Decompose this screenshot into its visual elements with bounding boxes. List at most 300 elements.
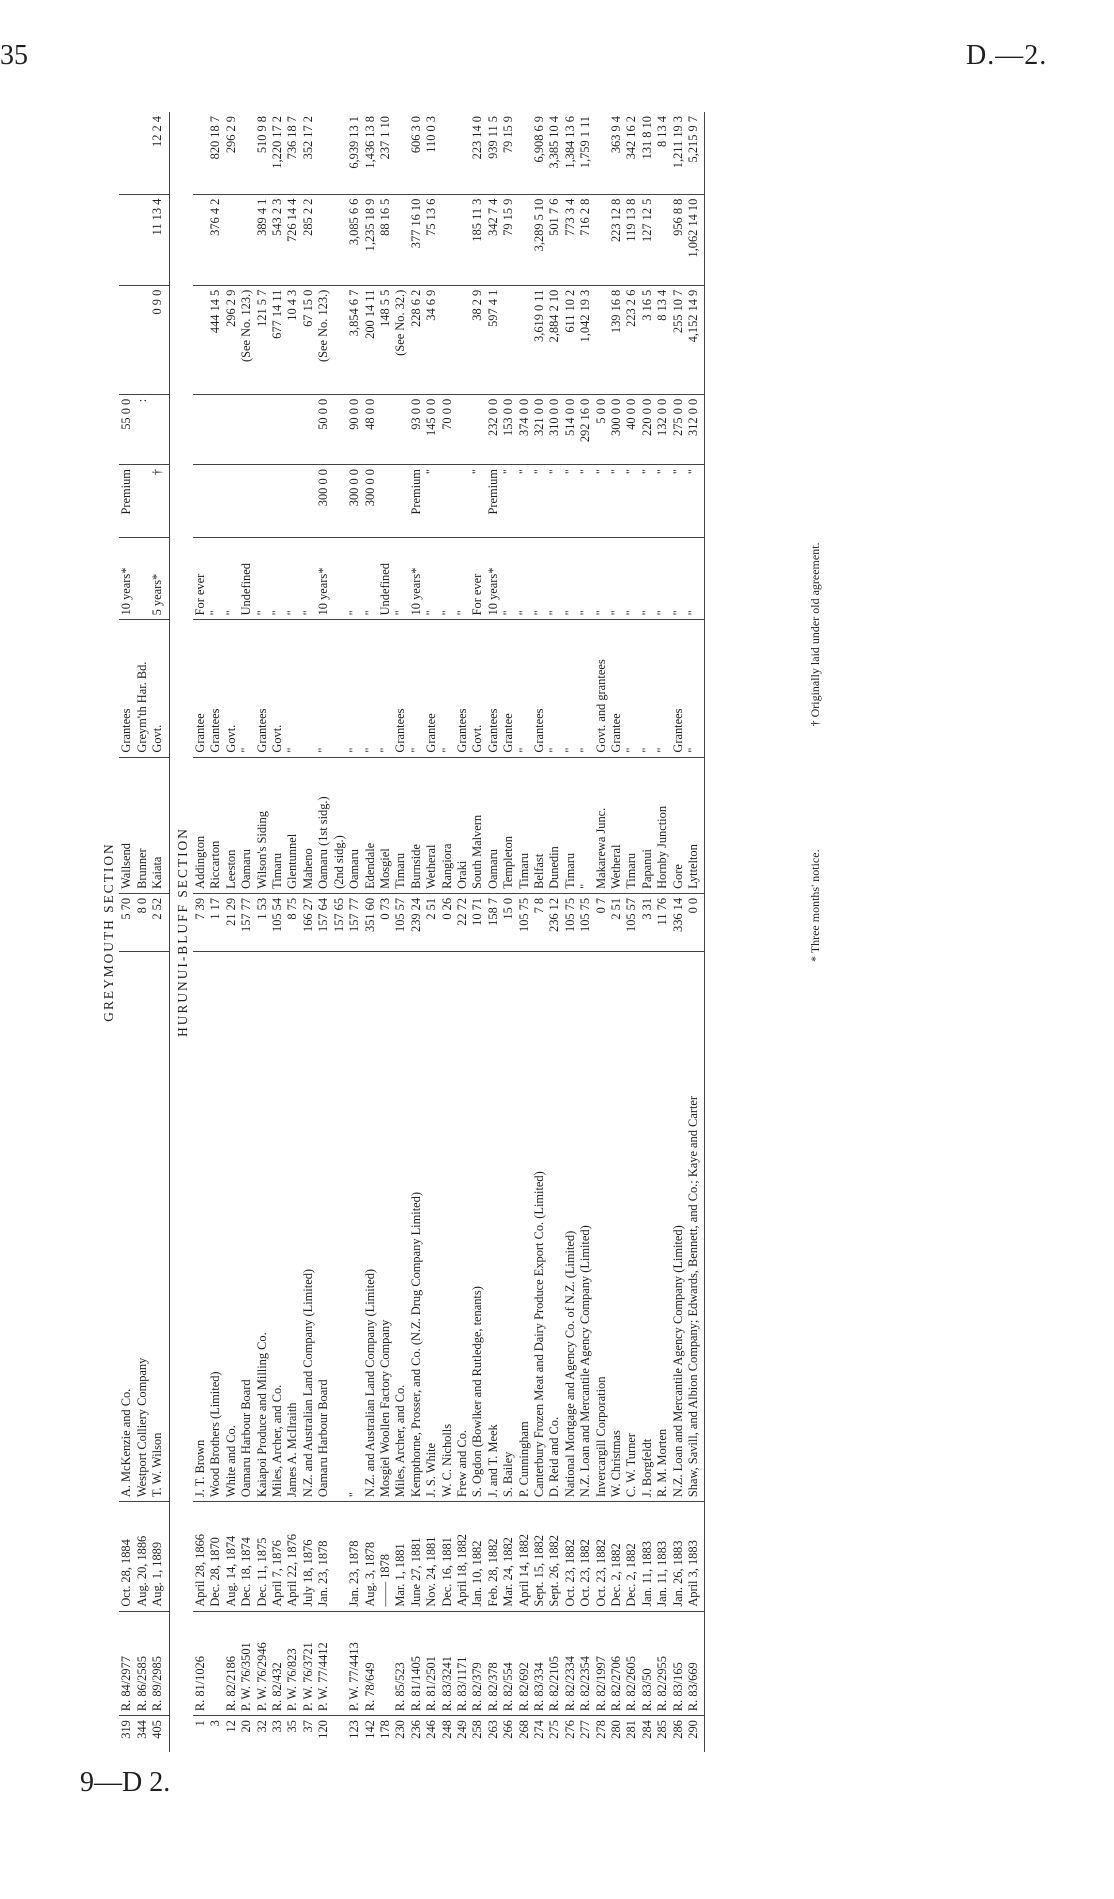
table-cell: Timaru	[624, 757, 639, 893]
table-cell	[332, 1502, 347, 1612]
table-cell: "	[547, 538, 562, 620]
table-cell: Sept. 15, 1882	[532, 1502, 547, 1612]
table-cell: 236	[408, 1720, 423, 1739]
table-row	[578, 112, 593, 1752]
table-cell	[455, 285, 470, 394]
table-cell: 7 39	[193, 893, 208, 951]
table-cell: 258	[470, 1720, 485, 1739]
table-cell: "	[517, 465, 532, 538]
table-cell: Wetheral	[609, 757, 624, 893]
table-cell: "	[363, 620, 378, 757]
table-row	[640, 112, 655, 1752]
table-cell: Frew and Co.	[455, 951, 470, 1501]
table-cell: Miles, Archer, and Co.	[393, 951, 408, 1501]
table-cell	[270, 394, 285, 464]
table-cell: 405	[150, 1716, 169, 1752]
table-cell: 342 16 2	[624, 112, 639, 194]
table-cell: April 28, 1866	[193, 1502, 208, 1612]
table-cell: "	[393, 538, 408, 620]
table-cell	[517, 112, 532, 194]
table-cell: Greym'th Har. Bd.	[135, 620, 150, 757]
table-cell: "	[440, 538, 455, 620]
table-cell: 310 0 0	[547, 394, 562, 464]
table-cell: 105 75	[517, 893, 532, 951]
table-cell: 246	[424, 1720, 439, 1739]
table-row	[424, 112, 439, 1752]
table-cell	[378, 1611, 393, 1715]
table-cell: "	[547, 620, 562, 757]
table-row	[624, 112, 639, 1752]
table-cell: J. and T. Meek	[486, 951, 501, 1501]
table-cell: "	[686, 465, 705, 538]
table-cell: R. 82/2354	[578, 1611, 593, 1715]
table-cell: 55 0 0	[119, 394, 134, 464]
table-cell	[285, 394, 300, 464]
table-cell: "	[424, 465, 439, 538]
table-cell: "	[270, 538, 285, 620]
table-cell: "	[378, 620, 393, 757]
table-cell: 220 0 0	[640, 394, 655, 464]
table-cell: 34 6 9	[424, 285, 439, 394]
table-cell: Govt.	[470, 620, 485, 757]
table-cell: 377 16 10	[409, 194, 424, 285]
table-cell: "	[624, 620, 639, 757]
table-cell: 300 0 0	[609, 394, 624, 464]
table-cell: 15 0	[501, 893, 516, 951]
table-cell: Jan. 11, 1883	[640, 1502, 655, 1612]
table-cell: "	[409, 620, 424, 757]
table-cell: 105 54	[270, 893, 285, 951]
table-cell: 2 51	[609, 893, 624, 951]
table-cell: P. Cunningham	[517, 951, 532, 1501]
table-cell: 37	[300, 1720, 315, 1733]
table-cell: "	[301, 538, 316, 620]
table-cell: "	[578, 757, 593, 893]
table-cell: Papanui	[640, 757, 655, 893]
table-cell: Jan. 26, 1883	[671, 1502, 686, 1612]
table-cell: Aug. 14, 1874	[224, 1502, 239, 1612]
table-cell: Oct. 28, 1884	[119, 1502, 134, 1612]
table-body	[96, 112, 705, 1752]
table-cell: Oct. 23, 1882	[563, 1502, 578, 1612]
table-cell: 232 0 0	[486, 394, 501, 464]
table-cell: 292 16 0	[578, 394, 593, 464]
table-cell: Lyttelton	[686, 757, 705, 893]
table-cell: 543 2 3	[270, 194, 285, 285]
table-cell	[378, 465, 393, 538]
table-cell: "	[224, 538, 239, 620]
table-cell: R. 83/669	[686, 1611, 705, 1715]
table-cell: Jan. 23, 1878	[347, 1502, 362, 1612]
table-cell: 8 0	[135, 893, 150, 951]
table-cell: "	[208, 538, 223, 620]
table-cell: Dec. 18, 1874	[239, 1502, 254, 1612]
table-cell: R. 83/3241	[440, 1611, 455, 1715]
table-row	[255, 112, 270, 1752]
table-cell	[193, 194, 208, 285]
table-cell: 606 3 0	[409, 112, 424, 194]
table-cell: (2nd sidg.)	[332, 757, 347, 893]
section-title: GREYMOUTH SECTION	[101, 842, 116, 1022]
table-cell	[332, 1611, 347, 1715]
table-cell: 139 16 8	[609, 285, 624, 394]
table-cell: Govt.	[150, 620, 169, 757]
table-cell: 1 17	[208, 893, 223, 951]
table-cell: 3,385 10 4	[547, 112, 562, 194]
table-cell: R. 78/649	[363, 1611, 378, 1715]
table-cell	[393, 394, 408, 464]
table-cell: 275	[547, 1720, 562, 1739]
table-cell: Timaru	[393, 757, 408, 893]
table-cell: R. 81/2501	[424, 1611, 439, 1715]
table-cell: April 3, 1883	[686, 1502, 705, 1612]
table-cell	[285, 465, 300, 538]
table-row	[517, 112, 532, 1752]
table-cell: "	[640, 538, 655, 620]
table-cell: Timaru	[270, 757, 285, 893]
table-cell: 319	[119, 1720, 134, 1739]
table-cell: Maheno	[301, 757, 316, 893]
table-cell: 296 2 9	[224, 112, 239, 194]
table-cell: A. McKenzie and Co.	[119, 951, 134, 1501]
table-cell: Hornby Junction	[655, 757, 670, 893]
table-cell	[239, 112, 254, 194]
table-row	[316, 112, 331, 1752]
table-cell: "	[594, 538, 609, 620]
table-cell: Wetheral	[424, 757, 439, 893]
table-row	[455, 112, 470, 1752]
table-cell: 10 years*	[316, 538, 331, 620]
table-cell: 342 7 4	[486, 194, 501, 285]
table-cell	[594, 285, 609, 394]
table-cell: 276	[562, 1720, 577, 1739]
table-cell: R. 82/379	[470, 1611, 485, 1715]
table-cell: "	[578, 620, 593, 757]
table-cell	[135, 538, 150, 620]
table-cell: :	[135, 394, 150, 464]
table-cell: Jan. 23, 1878	[316, 1502, 331, 1612]
table-cell: Gore	[671, 757, 686, 893]
table-cell: 249	[454, 1720, 469, 1739]
table-cell: Mosgiel	[378, 757, 393, 893]
table-cell: Miles, Archer, and Co.	[270, 951, 285, 1501]
table-cell: 8 13 4	[655, 112, 670, 194]
table-cell: R. 83/165	[671, 1611, 686, 1715]
table-row	[532, 112, 547, 1752]
table-cell: 716 2 8	[578, 194, 593, 285]
table-cell	[193, 465, 208, 538]
table-cell: "	[316, 620, 331, 757]
table-cell: 3 31	[640, 893, 655, 951]
section-title: HURUNUI-BLUFF SECTION	[174, 827, 190, 1037]
table-row	[332, 112, 347, 1752]
table-cell	[208, 394, 223, 464]
table-cell: Premium	[409, 465, 424, 538]
table-cell: 351 60	[363, 893, 378, 951]
table-cell: J. Borgfeldt	[640, 951, 655, 1501]
table-cell: —— 1878	[378, 1502, 393, 1612]
table-cell: "	[578, 465, 593, 538]
table-cell: April 22, 1876	[285, 1502, 300, 1612]
table-cell: Oraki	[455, 757, 470, 893]
table-cell: 956 8 8	[671, 194, 686, 285]
table-cell: 178	[377, 1720, 392, 1739]
table-cell: Grantees	[208, 620, 223, 757]
table-cell	[135, 465, 150, 538]
table-cell: 3,619 0 11	[532, 285, 547, 394]
table-cell: R. 83/50	[640, 1611, 655, 1715]
table-cell: R. 84/2977	[119, 1611, 134, 1715]
table-cell: Dec. 2, 1882	[609, 1502, 624, 1612]
table-cell: Kaiata	[150, 757, 169, 893]
table-cell: "	[594, 465, 609, 538]
table-row	[686, 112, 705, 1752]
table-cell: Oamaru	[486, 757, 501, 893]
table-cell: 40 0 0	[624, 394, 639, 464]
table-cell: "	[532, 538, 547, 620]
table-cell: 939 11 5	[486, 112, 501, 194]
table-cell	[316, 194, 331, 285]
table-cell: Brunner	[135, 757, 150, 893]
table-row	[208, 112, 223, 1752]
table-cell	[470, 394, 485, 464]
table-cell: 363 9 4	[609, 112, 624, 194]
table-cell: Aug. 1, 1889	[150, 1502, 169, 1612]
table-cell: 0 73	[378, 893, 393, 951]
table-cell: 611 10 2	[563, 285, 578, 394]
table-cell: 157 65	[332, 893, 347, 951]
table-cell: 444 14 5	[208, 285, 223, 394]
table-cell: "	[424, 538, 439, 620]
table-cell: 22 72	[455, 893, 470, 951]
table-cell: Feb. 28, 1882	[486, 1502, 501, 1612]
table-cell	[239, 465, 254, 538]
table-cell: R. 82/2706	[609, 1611, 624, 1715]
table-cell	[255, 465, 270, 538]
table-cell: 3,854 6 7	[347, 285, 362, 394]
table-cell: Edendale	[363, 757, 378, 893]
table-cell: Oamaru (1st sidg.)	[316, 757, 331, 893]
table-cell: "	[624, 538, 639, 620]
table-cell: Leeston	[224, 757, 239, 893]
table-cell: 3 16 5	[640, 285, 655, 394]
table-cell	[239, 194, 254, 285]
table-cell: "	[655, 620, 670, 757]
table-cell: 10 4 3	[285, 285, 300, 394]
table-row	[193, 112, 208, 1752]
table-cell: 50 0 0	[316, 394, 331, 464]
table-cell: R. 89/2985	[150, 1611, 169, 1715]
table-cell	[255, 394, 270, 464]
table-cell: 336 14	[671, 893, 686, 951]
table-cell: (See No. 32.)	[393, 285, 408, 394]
table-cell: "	[671, 538, 686, 620]
table-cell: Grantee	[609, 620, 624, 757]
table-cell: "	[347, 538, 362, 620]
table-cell: 0 9 0	[150, 285, 169, 394]
table-cell: Rangiora	[440, 757, 455, 893]
table-cell: 389 4 1	[255, 194, 270, 285]
table-row	[501, 112, 516, 1752]
table-cell	[501, 285, 516, 394]
table-cell	[393, 112, 408, 194]
table-cell: "	[501, 538, 516, 620]
table-cell: 123	[347, 1720, 362, 1739]
table-container	[96, 112, 1026, 1752]
table-cell	[224, 194, 239, 285]
table-cell: 105 75	[578, 893, 593, 951]
table-row	[224, 112, 239, 1752]
table-cell: Grantees	[455, 620, 470, 757]
table-cell	[594, 194, 609, 285]
table-cell: 10 years*	[409, 538, 424, 620]
table-cell: 1,436 13 8	[363, 112, 378, 194]
folio: 9—D 2.	[80, 1767, 171, 1798]
table-cell: 285	[655, 1720, 670, 1739]
table-cell: P. W. 76/2946	[255, 1611, 270, 1715]
table-cell: Timaru	[563, 757, 578, 893]
table-cell: 3,085 6 6	[347, 194, 362, 285]
table-cell: Premium	[119, 465, 134, 538]
table-cell: 157 77	[347, 893, 362, 951]
table-cell: 105 57	[624, 893, 639, 951]
table-cell: 726 14 4	[285, 194, 300, 285]
table-cell: Grantees	[671, 620, 686, 757]
table-cell: 110 0 3	[424, 112, 439, 194]
section-title-row	[96, 112, 119, 1752]
table-row	[609, 112, 624, 1752]
table-row	[347, 112, 362, 1752]
table-cell: "	[517, 620, 532, 757]
table-cell: 352 17 2	[301, 112, 316, 194]
table-cell: Oamaru Harbour Board	[316, 951, 331, 1501]
table-cell: R. 83/334	[532, 1611, 547, 1715]
table-cell	[119, 194, 134, 285]
table-cell: "	[624, 465, 639, 538]
table-cell: Mosgiel Woollen Factory Company	[378, 951, 393, 1501]
table-cell	[332, 112, 347, 194]
table-row	[563, 112, 578, 1752]
table-cell: Invercargill Corporation	[594, 951, 609, 1501]
table-cell: 230	[393, 1720, 408, 1739]
table-cell	[301, 620, 316, 757]
table-cell: 145 0 0	[424, 394, 439, 464]
table-cell	[393, 194, 408, 285]
table-cell: 344	[134, 1720, 149, 1739]
table-cell: "	[239, 620, 254, 757]
table-cell: 275 0 0	[671, 394, 686, 464]
table-cell: 21 29	[224, 893, 239, 951]
table-cell: 75 13 6	[424, 194, 439, 285]
table-cell: 773 3 4	[563, 194, 578, 285]
table-cell: 514 0 0	[563, 394, 578, 464]
table-row	[671, 112, 686, 1752]
table-cell: 185 11 3	[470, 194, 485, 285]
table-cell: "	[440, 620, 455, 757]
table-cell: 5 0 0	[594, 394, 609, 464]
table-cell: J. S. White	[424, 951, 439, 1501]
table-cell: 1	[193, 1720, 208, 1727]
table-cell: 300 0 0	[347, 465, 362, 538]
table-row	[378, 112, 393, 1752]
table-cell: N.Z. and Australian Land Company (Limited)	[363, 951, 378, 1501]
table-cell: 376 4 2	[208, 194, 223, 285]
table-cell	[332, 538, 347, 620]
table-cell: 1,384 13 6	[563, 112, 578, 194]
page-number: 35	[0, 40, 28, 71]
table-cell: 48 0 0	[363, 394, 378, 464]
table-cell: Grantees	[393, 620, 408, 757]
table-row	[409, 112, 424, 1752]
table-cell: 0 26	[440, 893, 455, 951]
table-cell: 280	[609, 1720, 623, 1739]
table-cell	[270, 465, 285, 538]
table-cell: Premium	[486, 465, 501, 538]
table-cell	[594, 112, 609, 194]
table-cell: 255 10 7	[671, 285, 686, 394]
table-cell	[655, 194, 670, 285]
table-cell: Oct. 23, 1882	[578, 1502, 593, 1612]
table-cell: 0 0	[686, 893, 705, 951]
table-cell: R. 82/1997	[594, 1611, 609, 1715]
table-cell	[135, 112, 150, 194]
table-cell	[455, 394, 470, 464]
table-cell: (See No. 123.)	[316, 285, 331, 394]
table-cell: Aug. 20, 1886	[135, 1502, 150, 1612]
table-cell: 5 years*	[150, 538, 169, 620]
table-cell: 1,062 14 10	[686, 194, 705, 285]
table-cell: W. C. Nicholls	[440, 951, 455, 1501]
table-cell	[440, 112, 455, 194]
table-cell	[455, 465, 470, 538]
table-cell: "	[640, 620, 655, 757]
table-cell: 11 13 4	[150, 194, 169, 285]
table-cell: For ever	[470, 538, 485, 620]
table-cell: Grantees	[119, 620, 134, 757]
table-row	[239, 112, 254, 1752]
table-cell: 1,042 19 3	[578, 285, 593, 394]
table-cell: 6,908 6 9	[532, 112, 547, 194]
table-cell: 248	[439, 1720, 454, 1739]
table-cell: "	[255, 538, 270, 620]
table-cell	[239, 394, 254, 464]
table-cell: 3	[208, 1720, 223, 1727]
table-cell: 88 16 5	[378, 194, 393, 285]
table-cell: "	[347, 951, 362, 1501]
table-cell: Grantees	[486, 620, 501, 757]
table-cell: For ever	[193, 538, 208, 620]
table-cell: Undefined	[239, 538, 254, 620]
table-cell: R. 82/2186	[224, 1611, 239, 1715]
table-cell: April 18, 1882	[455, 1502, 470, 1612]
table-cell: "	[347, 620, 362, 757]
table-cell: Dec. 28, 1870	[208, 1502, 223, 1612]
table-cell: Wallsend	[119, 757, 134, 893]
table-cell: Jan. 11, 1883	[655, 1502, 670, 1612]
table-cell	[517, 285, 532, 394]
table-cell: 4,152 14 9	[686, 285, 705, 394]
footnotes	[808, 112, 823, 1752]
table-cell: "	[671, 465, 686, 538]
table-cell: "	[363, 538, 378, 620]
table-cell	[332, 285, 347, 394]
document-code: D.—2.	[966, 40, 1048, 71]
table-cell: Dunedin	[547, 757, 562, 893]
footnote-old-agreement: † Originally laid under old agreement.	[808, 542, 822, 727]
table-cell: 501 7 6	[547, 194, 562, 285]
table-cell: 12 2 4	[150, 112, 169, 194]
table-cell: P. W. 77/4413	[347, 1611, 362, 1715]
